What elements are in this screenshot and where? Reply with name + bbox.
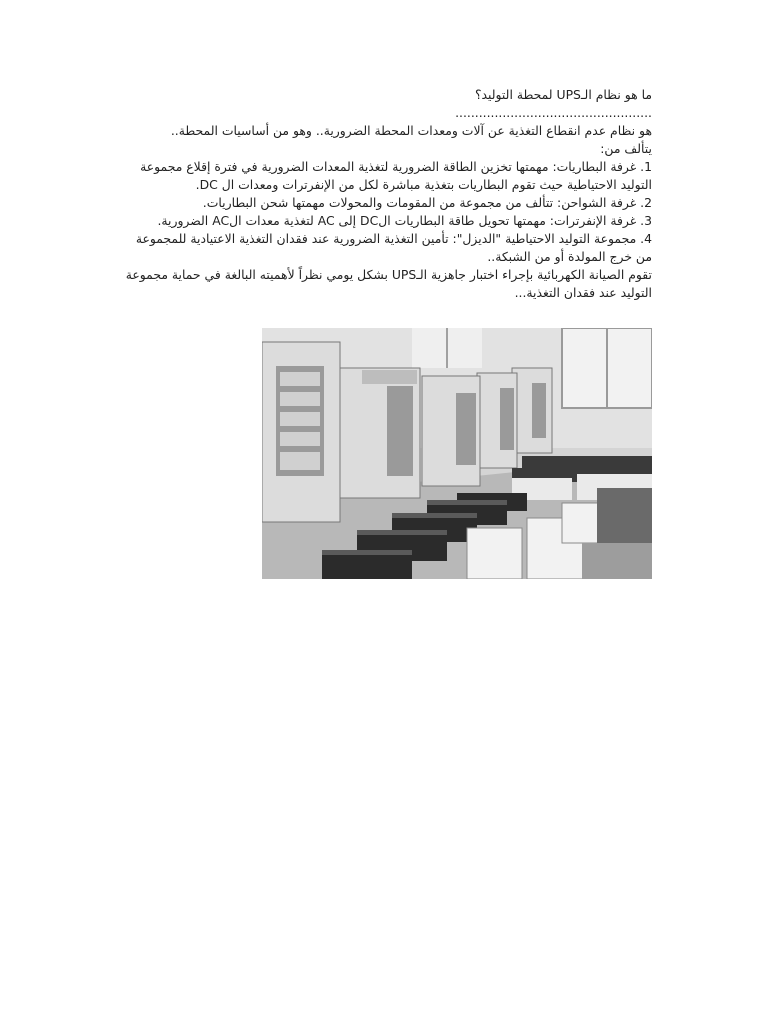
question-title: ما هو نظام الـUPS لمحطة التوليد؟: [474, 87, 652, 102]
ups-battery-room-photo: [262, 328, 652, 579]
list-item-inverters: 3. غرفة الإنفرترات: مهمتها تحويل طاقة البطاريات الDC إلى AC لتغذية معدات الAC الضرورية.: [157, 213, 652, 228]
maintenance-paragraph: تقوم الصيانة الكهربائية بإجراء اختبار جاهزية الـUPS بشكل يومي نظراً لأهميته البالغة في حماية مجموعة التوليد عند فقدان التغذية...: [125, 267, 652, 300]
consists-of-label: يتألف من:: [600, 141, 652, 156]
definition-paragraph: هو نظام عدم انقطاع التغذية عن آلات ومعدات المحطة الضرورية.. وهو من أساسيات المحطة..: [170, 123, 652, 138]
article-text: [122, 86, 652, 302]
photo-illustration: [262, 328, 652, 579]
dotted-separator: ..................................................: [455, 105, 652, 120]
list-item-chargers: 2. غرفة الشواحن: تتألف من مجموعة من المقومات والمحولات مهمتها شحن البطاريات.: [202, 195, 652, 210]
list-item-diesel: 4. مجموعة التوليد الاحتياطية "الديزل": تأمين التغذية الضرورية عند فقدان التغذية الاعتيادية للمجموعة من خرج المولدة أو من الشبكة..: [135, 231, 652, 264]
list-item-batteries: 1. غرفة البطاريات: مهمتها تخزين الطاقة الضرورية لتغذية المعدات الضرورية في فترة إقلاع مجموعة التوليد الاحتياطية حيث تقوم البطاريات بتغذية مباشرة لكل من الإنفرترات ومعدات ال DC.: [140, 159, 652, 192]
